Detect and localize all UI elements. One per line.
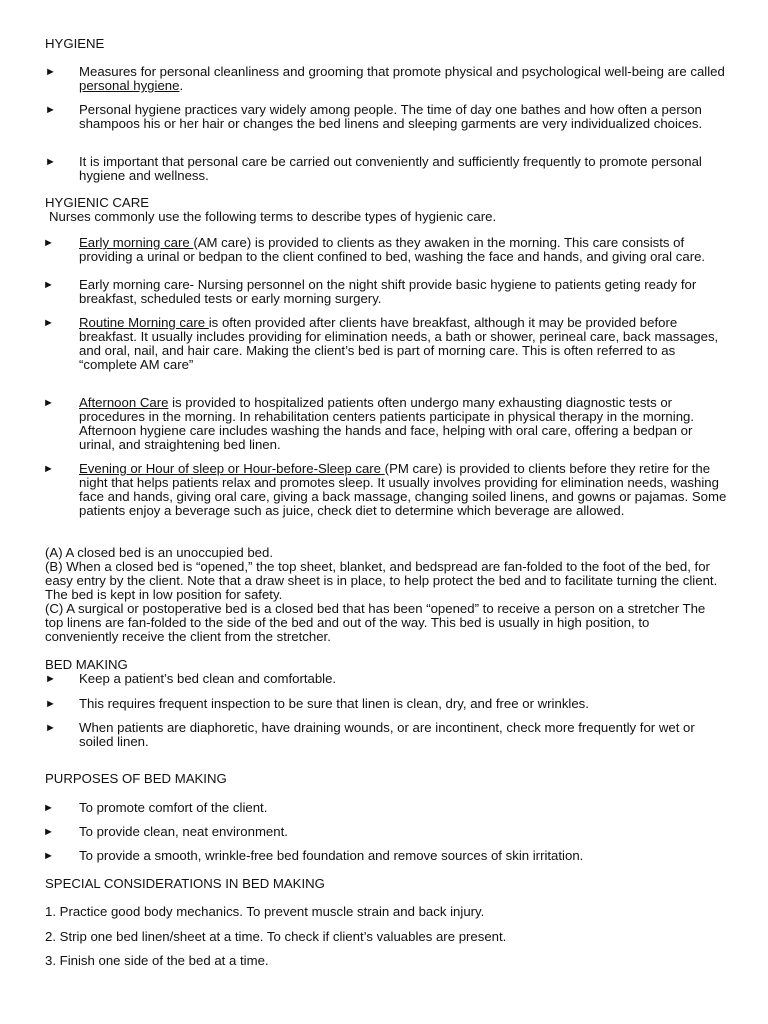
bed-type-closed: (A) A closed bed is an unoccupied bed. [45,545,274,560]
bed-making-item-3: When patients are diaphoretic, have draining wounds, or are incontinent, check more frequently for wet or soiled linen. [79,720,695,749]
purpose-item-1: To promote comfort of the client. [79,800,268,815]
section-heading-special-considerations: SPECIAL CONSIDERATIONS IN BED MAKING [45,876,325,891]
care-item-afternoon [79,396,729,452]
term-personal-hygiene: personal hygiene [79,78,180,93]
bullet-arrow-icon: ► [43,802,54,814]
bed-making-item-1: Keep a patient’s bed clean and comfortable. [79,671,337,686]
special-item-3: 3. Finish one side of the bed at a time. [45,953,269,968]
care-item-early-morning [79,236,729,264]
term-early-morning-care: Early morning care [79,235,194,250]
care-item-early-morning-night-shift: Early morning care- Nursing personnel on the night shift provide basic hygiene to patients geting ready for breakfast, scheduled tests or early morning surgery. [79,277,697,306]
hygiene-item-1 [79,65,729,93]
bullet-arrow-icon: ► [45,156,56,168]
section-heading-purposes: PURPOSES OF BED MAKING [45,771,227,786]
special-item-2: 2. Strip one bed linen/sheet at a time. To check if client’s valuables are present. [45,929,507,944]
care-item-evening-text: (PM care) is provided to clients before they retire for the night that helps patients relax and promotes sleep. It usually involves providing for elimination needs, washing face and hands, giving oral care, giving a back massage, changing soiled linens, and gowns or pajamas. Some patients enjoy a beverage such as juice, check diet to determine which beverage are allowed. [79,461,727,518]
purpose-item-2: To provide clean, neat environment. [79,824,288,839]
bullet-arrow-icon: ► [43,826,54,838]
term-routine-morning-care: Routine Morning care [79,315,209,330]
bed-type-opened: (B) When a closed bed is “opened,” the top sheet, blanket, and bedspread are fan-folded to the foot of the bed, for easy entry by the client. Note that a draw sheet is in place, to help protect the bed and to facilitate turning the client. The bed is kept in low position for safety. [45,559,718,602]
hygienic-care-intro: Nurses commonly use the following terms to describe types of hygienic care. [49,209,497,224]
care-item-afternoon-text: is provided to hospitalized patients often undergo many exhausting diagnostic tests or procedures in the morning. In rehabilitation centers patients participate in physical therapy in the morning. Afternoon hygiene care includes washing the hands and face, helping with oral care, offering a bedpan or urinal, and straightening bed linen. [79,395,695,452]
hygiene-item-2: Personal hygiene practices vary widely among people. The time of day one bathes and how often a person shampoos his or her hair or changes the bed linens and sleeping garments are very individualized choices. [79,102,703,131]
bullet-arrow-icon: ► [43,237,54,249]
purpose-item-3: To provide a smooth, wrinkle-free bed foundation and remove sources of skin irritation. [79,848,584,863]
care-item-routine-morning-text: is often provided after clients have breakfast, although it may be provided before breakfast. It usually includes providing for elimination needs, a bath or shower, perineal care, back massages, and oral, nail, and hair care. Making the client’s bed is part of morning care. This is often referred to as “complete AM care” [79,315,719,372]
hygiene-item-1-end: . [179,78,184,93]
term-evening-care: Evening or Hour of sleep or Hour-before-Sleep care [79,461,385,476]
section-heading-hygiene: HYGIENE [45,36,105,51]
hygiene-item-3: It is important that personal care be carried out conveniently and sufficiently frequently to promote personal hygiene and wellness. [79,154,702,183]
bullet-arrow-icon: ► [45,673,56,685]
bullet-arrow-icon: ► [43,397,54,409]
section-heading-bed-making: BED MAKING [45,657,128,672]
care-item-routine-morning [79,316,729,372]
bullet-arrow-icon: ► [43,317,54,329]
bed-making-item-2: This requires frequent inspection to be sure that linen is clean, dry, and free or wrinkles. [79,696,589,711]
bullet-arrow-icon: ► [45,698,56,710]
hygiene-item-1-text: Measures for personal cleanliness and grooming that promote physical and psychological well-being are called [79,64,725,79]
care-item-early-morning-text: (AM care) is provided to clients as they awaken in the morning. This care consists of providing a urinal or bedpan to the client confined to bed, washing the face and hands, and giving oral care. [79,235,706,264]
care-item-evening [79,462,729,518]
bullet-arrow-icon: ► [43,850,54,862]
bullet-arrow-icon: ► [45,104,56,116]
bullet-arrow-icon: ► [45,66,56,78]
section-heading-hygienic-care: HYGIENIC CARE [45,195,150,210]
bed-type-surgical: (C) A surgical or postoperative bed is a closed bed that has been “opened” to receive a person on a stretcher The top linens are fan-folded to the side of the bed and out of the way. This bed is usually in high position, to conveniently receive the client from the stretcher. [45,601,706,644]
bullet-arrow-icon: ► [43,463,54,475]
term-afternoon-care: Afternoon Care [79,395,169,410]
bullet-arrow-icon: ► [43,279,54,291]
bullet-arrow-icon: ► [45,722,56,734]
special-item-1: 1. Practice good body mechanics. To prevent muscle strain and back injury. [45,904,485,919]
